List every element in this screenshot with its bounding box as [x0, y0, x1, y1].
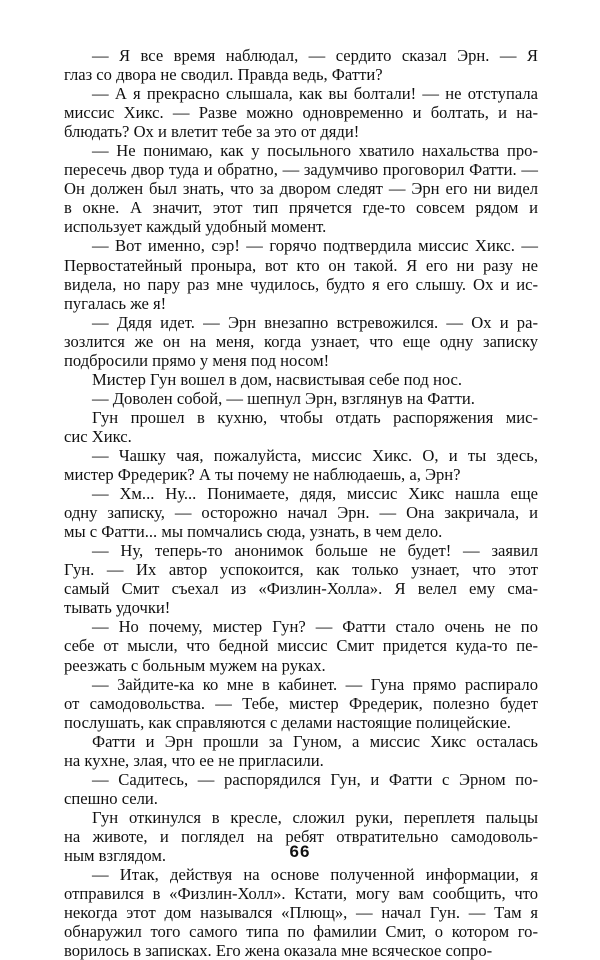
text-line: Он должен был знать, что за двором следят — Эрн его ни видел — [64, 179, 538, 199]
paragraph — [64, 408, 538, 446]
text-line: Фатти и Эрн прошли за Гуном, а миссис Хикс осталась — [92, 731, 538, 751]
text-line: — А я прекрасно слышала, как вы болтали! — не отступала — [92, 84, 538, 104]
paragraph — [64, 84, 538, 141]
paragraph — [64, 732, 538, 770]
text-line: себе от мысли, что бедной миссис Смит придется куда-то пе- — [64, 636, 538, 656]
paragraph — [64, 484, 538, 541]
paragraph — [64, 141, 538, 236]
text-line: — Дядя идет. — Эрн внезапно встревожился. — Ох и ра- — [92, 312, 538, 332]
text-line: обнаружил того самого типа по фамилии Смит, о котором го- — [64, 922, 538, 942]
text-line: — Зайдите-ка ко мне в кабинет. — Гуна прямо распирало — [92, 674, 538, 694]
page-number: 66 — [289, 842, 311, 861]
text-line: Гун. — Их автор успокоится, как только узнает, что этот — [64, 560, 538, 580]
text-line: ворилось в записках. Его жена оказала мне всяческое сопро- — [64, 941, 493, 960]
text-line: сис Хикс. — [64, 426, 132, 446]
paragraph — [64, 236, 538, 312]
text-line: пугалась же я! — [64, 293, 167, 313]
paragraph — [64, 617, 538, 674]
text-line: реезжать с больным мужем на руках. — [64, 655, 326, 675]
text-line: Гун прошел в кухню, чтобы отдать распоряжения мис- — [92, 407, 538, 427]
text-line: мы с Фатти... мы помчались сюда, узнать, в чем дело. — [64, 522, 443, 542]
text-line: блюдать? Ох и влетит тебе за это от дяди! — [64, 122, 360, 142]
book-page — [64, 46, 538, 960]
paragraph — [64, 46, 538, 84]
text-line: использует каждый удобный момент. — [64, 217, 327, 237]
text-line: пересечь двор туда и обратно, — задумчиво проговорил Фатти. — — [64, 160, 538, 180]
paragraph — [64, 370, 538, 389]
text-line: от самодовольства. — Тебе, мистер Фредерик, полезно будет — [64, 693, 538, 713]
text-line: — Я все время наблюдал, — сердито сказал Эрн. — Я — [92, 46, 538, 65]
text-line: — Вот именно, сэр! — горячо подтвердила миссис Хикс. — — [92, 236, 538, 256]
text-line: на кухне, злая, что ее не пригласили. — [64, 750, 324, 770]
text-line: — Хм... Ну... Понимаете, дядя, миссис Хикс нашла еще — [92, 484, 538, 504]
text-line: — Чашку чая, пожалуйста, миссис Хикс. О, и ты здесь, — [92, 445, 538, 465]
text-line: самый Смит съехал из «Физлин-Холла». Я велел ему сма- — [64, 579, 538, 599]
paragraph — [64, 313, 538, 370]
text-line: глаз со двора не сводил. Правда ведь, Фатти? — [64, 65, 383, 85]
text-line: — Итак, действуя на основе полученной информации, я — [92, 865, 538, 885]
text-line: Первостатейный проныра, вот кто он такой. Я его ни разу не — [64, 255, 538, 275]
text-line: мистер Фредерик? А ты почему не наблюдаешь, а, Эрн? — [64, 465, 461, 485]
text-line: видела, но пару раз мне чудилось, будто я его слышу. Ох и ис- — [64, 274, 538, 294]
paragraph — [64, 541, 538, 617]
text-line: — Но почему, мистер Гун? — Фатти стало очень не по — [92, 617, 538, 637]
paragraph — [64, 446, 538, 484]
text-line: в окне. А значит, этот тип прячется где-то совсем рядом и — [64, 198, 538, 218]
text-line: миссис Хикс. — Разве можно одновременно и болтать, и на- — [64, 103, 538, 123]
paragraph — [64, 389, 538, 408]
paragraph — [64, 865, 538, 960]
text-line: Гун откинулся в кресле, сложил руки, переплетя пальцы — [92, 807, 538, 827]
text-line: ным взглядом. — [64, 845, 167, 865]
text-line: зозлится же он на меня, когда узнает, что еще одну записку — [64, 331, 538, 351]
text-line: — Ну, теперь-то анонимок больше не будет! — заявил — [92, 541, 538, 561]
text-line: на животе, и поглядел на ребят отвратительно самодоволь- — [64, 826, 538, 846]
text-line: тывать удочки! — [64, 598, 171, 618]
text-line: Мистер Гун вошел в дом, насвистывая себе под нос. — [92, 369, 463, 389]
paragraph — [64, 770, 538, 808]
text-line: одну записку, — осторожно начал Эрн. — Она закричала, и — [64, 503, 538, 523]
paragraph — [64, 675, 538, 732]
text-line: подбросили прямо у меня под носом! — [64, 350, 330, 370]
text-line: — Доволен собой, — шепнул Эрн, взглянув на Фатти. — [92, 388, 475, 408]
text-line: отправился в «Физлин-Холл». Кстати, могу вам сообщить, что — [64, 884, 538, 904]
text-line: спешно сели. — [64, 788, 158, 808]
text-line: — Садитесь, — распорядился Гун, и Фатти с Эрном по- — [92, 769, 538, 789]
text-line: послушать, как справляются с делами настоящие полицейские. — [64, 712, 511, 732]
text-line: некогда этот дом назывался «Плющ», — начал Гун. — Там я — [64, 903, 538, 923]
text-line: — Не понимаю, как у посыльного хватило нахальства про- — [92, 141, 538, 161]
